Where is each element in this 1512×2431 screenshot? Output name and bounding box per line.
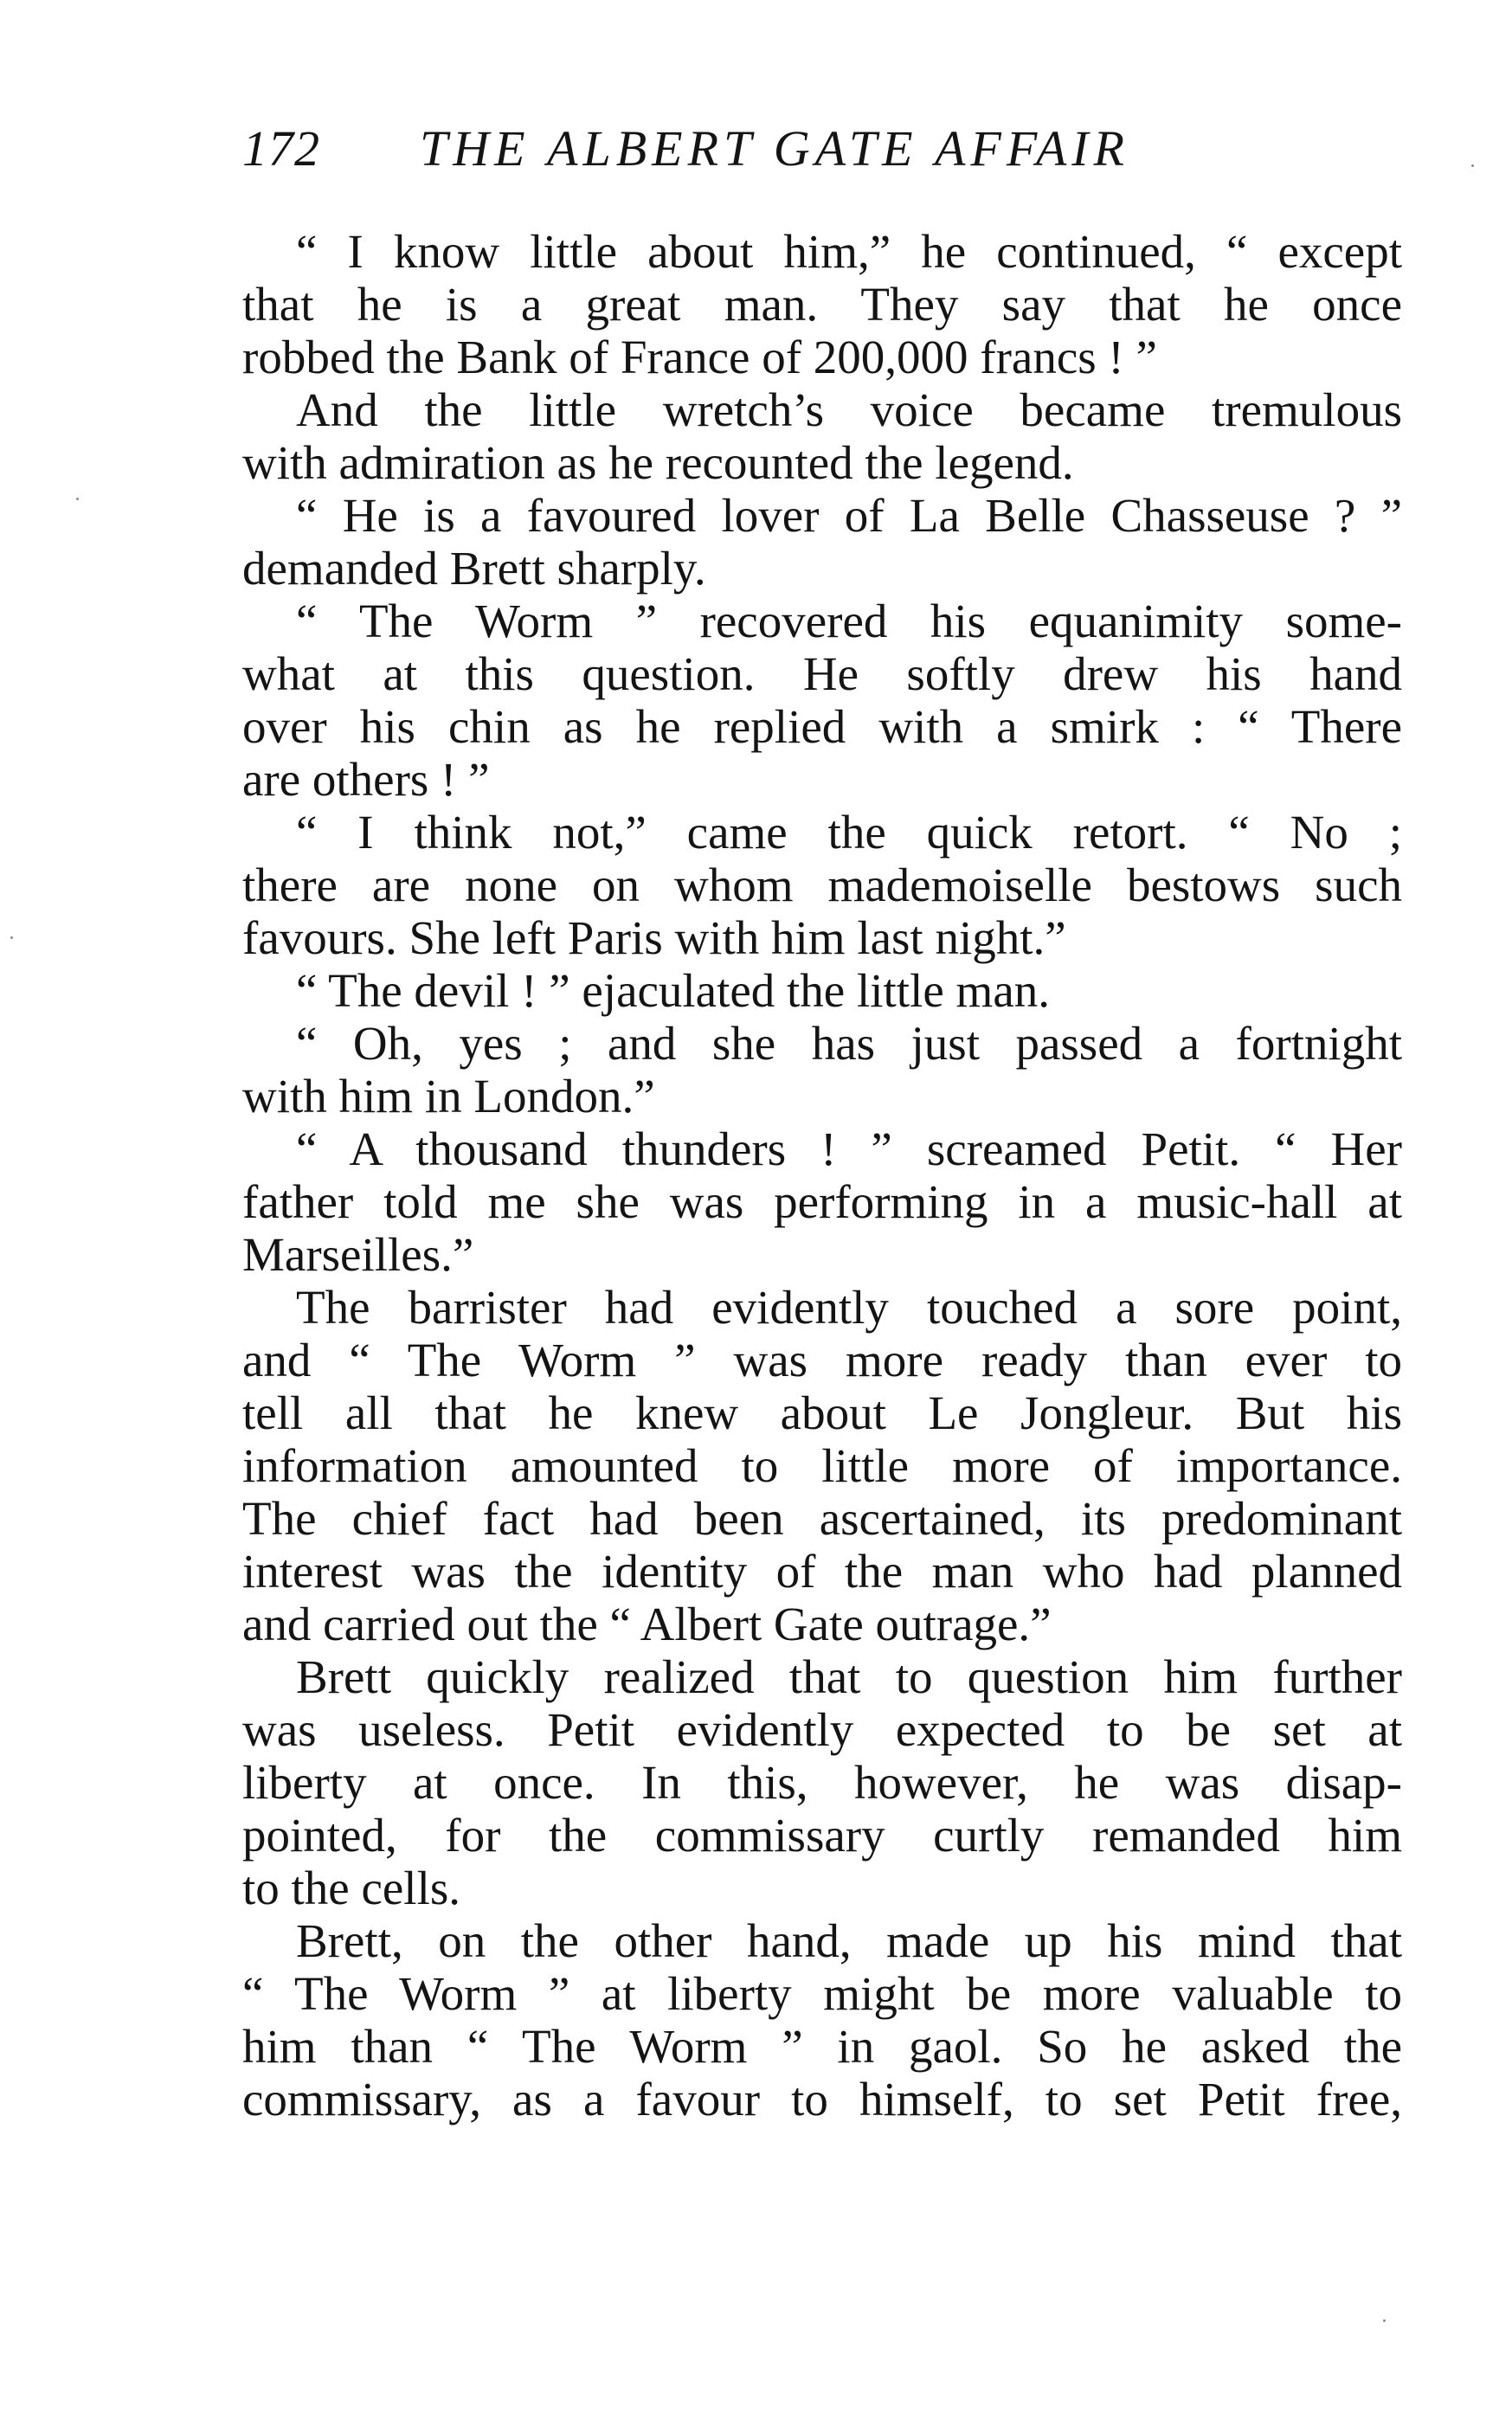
text-line: and carried out the “ Albert Gate outrage.” xyxy=(242,1598,1052,1650)
text-line: “ Oh, yes ; and she has just passed a fortnight xyxy=(296,1017,1402,1070)
text-line: “ The devil ! ” ejaculated the little man. xyxy=(296,964,1050,1017)
text-line: The chief fact had been ascertained, its predominant xyxy=(242,1492,1402,1545)
paper-speck xyxy=(76,498,79,500)
text-line: favours. She left Paris with him last night.” xyxy=(242,911,1066,964)
text-line: “ The Worm ” at liberty might be more valuable to xyxy=(242,1967,1402,2020)
text-line: pointed, for the commissary curtly remanded him xyxy=(242,1809,1402,1862)
text-line: father told me she was performing in a music-hall at xyxy=(242,1175,1402,1228)
text-line: robbed the Bank of France of 200,000 francs ! ” xyxy=(242,331,1157,383)
running-title: THE ALBERT GATE AFFAIR xyxy=(420,120,1129,177)
text-line: “ I think not,” came the quick retort. “ No ; xyxy=(296,806,1402,859)
text-line: The barrister had evidently touched a sore point, xyxy=(296,1281,1402,1334)
body-text xyxy=(242,225,1402,2126)
text-line: “ A thousand thunders ! ” screamed Petit. “ Her xyxy=(296,1122,1402,1175)
text-line: was useless. Petit evidently expected to be set at xyxy=(242,1703,1402,1756)
text-line: interest was the identity of the man who had planned xyxy=(242,1545,1402,1598)
paper-speck xyxy=(10,936,13,939)
text-line: him than “ The Worm ” in gaol. So he asked the xyxy=(242,2020,1402,2073)
text-line: Brett quickly realized that to question him further xyxy=(296,1650,1402,1703)
text-line: with admiration as he recounted the legend. xyxy=(242,436,1074,489)
text-line: and “ The Worm ” was more ready than ever to xyxy=(242,1334,1402,1386)
text-line: information amounted to little more of importance. xyxy=(242,1439,1402,1492)
paper-speck xyxy=(1383,2319,1386,2322)
paper-speck xyxy=(1471,164,1474,167)
text-line: “ I know little about him,” he continued, “ except xyxy=(296,225,1402,278)
text-line: over his chin as he replied with a smirk : “ There xyxy=(242,700,1402,753)
page-number: 172 xyxy=(242,120,320,177)
text-line: demanded Brett sharply. xyxy=(242,542,706,595)
text-line: with him in London.” xyxy=(242,1070,655,1122)
text-line: that he is a great man. They say that he once xyxy=(242,278,1402,331)
text-line: are others ! ” xyxy=(242,753,490,806)
text-line: tell all that he knew about Le Jongleur. But his xyxy=(242,1386,1402,1439)
text-line: what at this question. He softly drew his hand xyxy=(242,647,1402,700)
text-line: Marseilles.” xyxy=(242,1228,474,1281)
text-line: “ The Worm ” recovered his equanimity some- xyxy=(296,595,1402,647)
text-line: liberty at once. In this, however, he was disap- xyxy=(242,1756,1402,1809)
text-line: And the little wretch’s voice became tremulous xyxy=(296,383,1402,436)
text-line: there are none on whom mademoiselle bestows such xyxy=(242,859,1402,911)
running-head xyxy=(242,114,1402,183)
text-line: to the cells. xyxy=(242,1862,461,1914)
text-line: “ He is a favoured lover of La Belle Chasseuse ? ” xyxy=(296,489,1402,542)
text-line: Brett, on the other hand, made up his mind that xyxy=(296,1914,1402,1967)
text-line: commissary, as a favour to himself, to set Petit free, xyxy=(242,2073,1402,2126)
